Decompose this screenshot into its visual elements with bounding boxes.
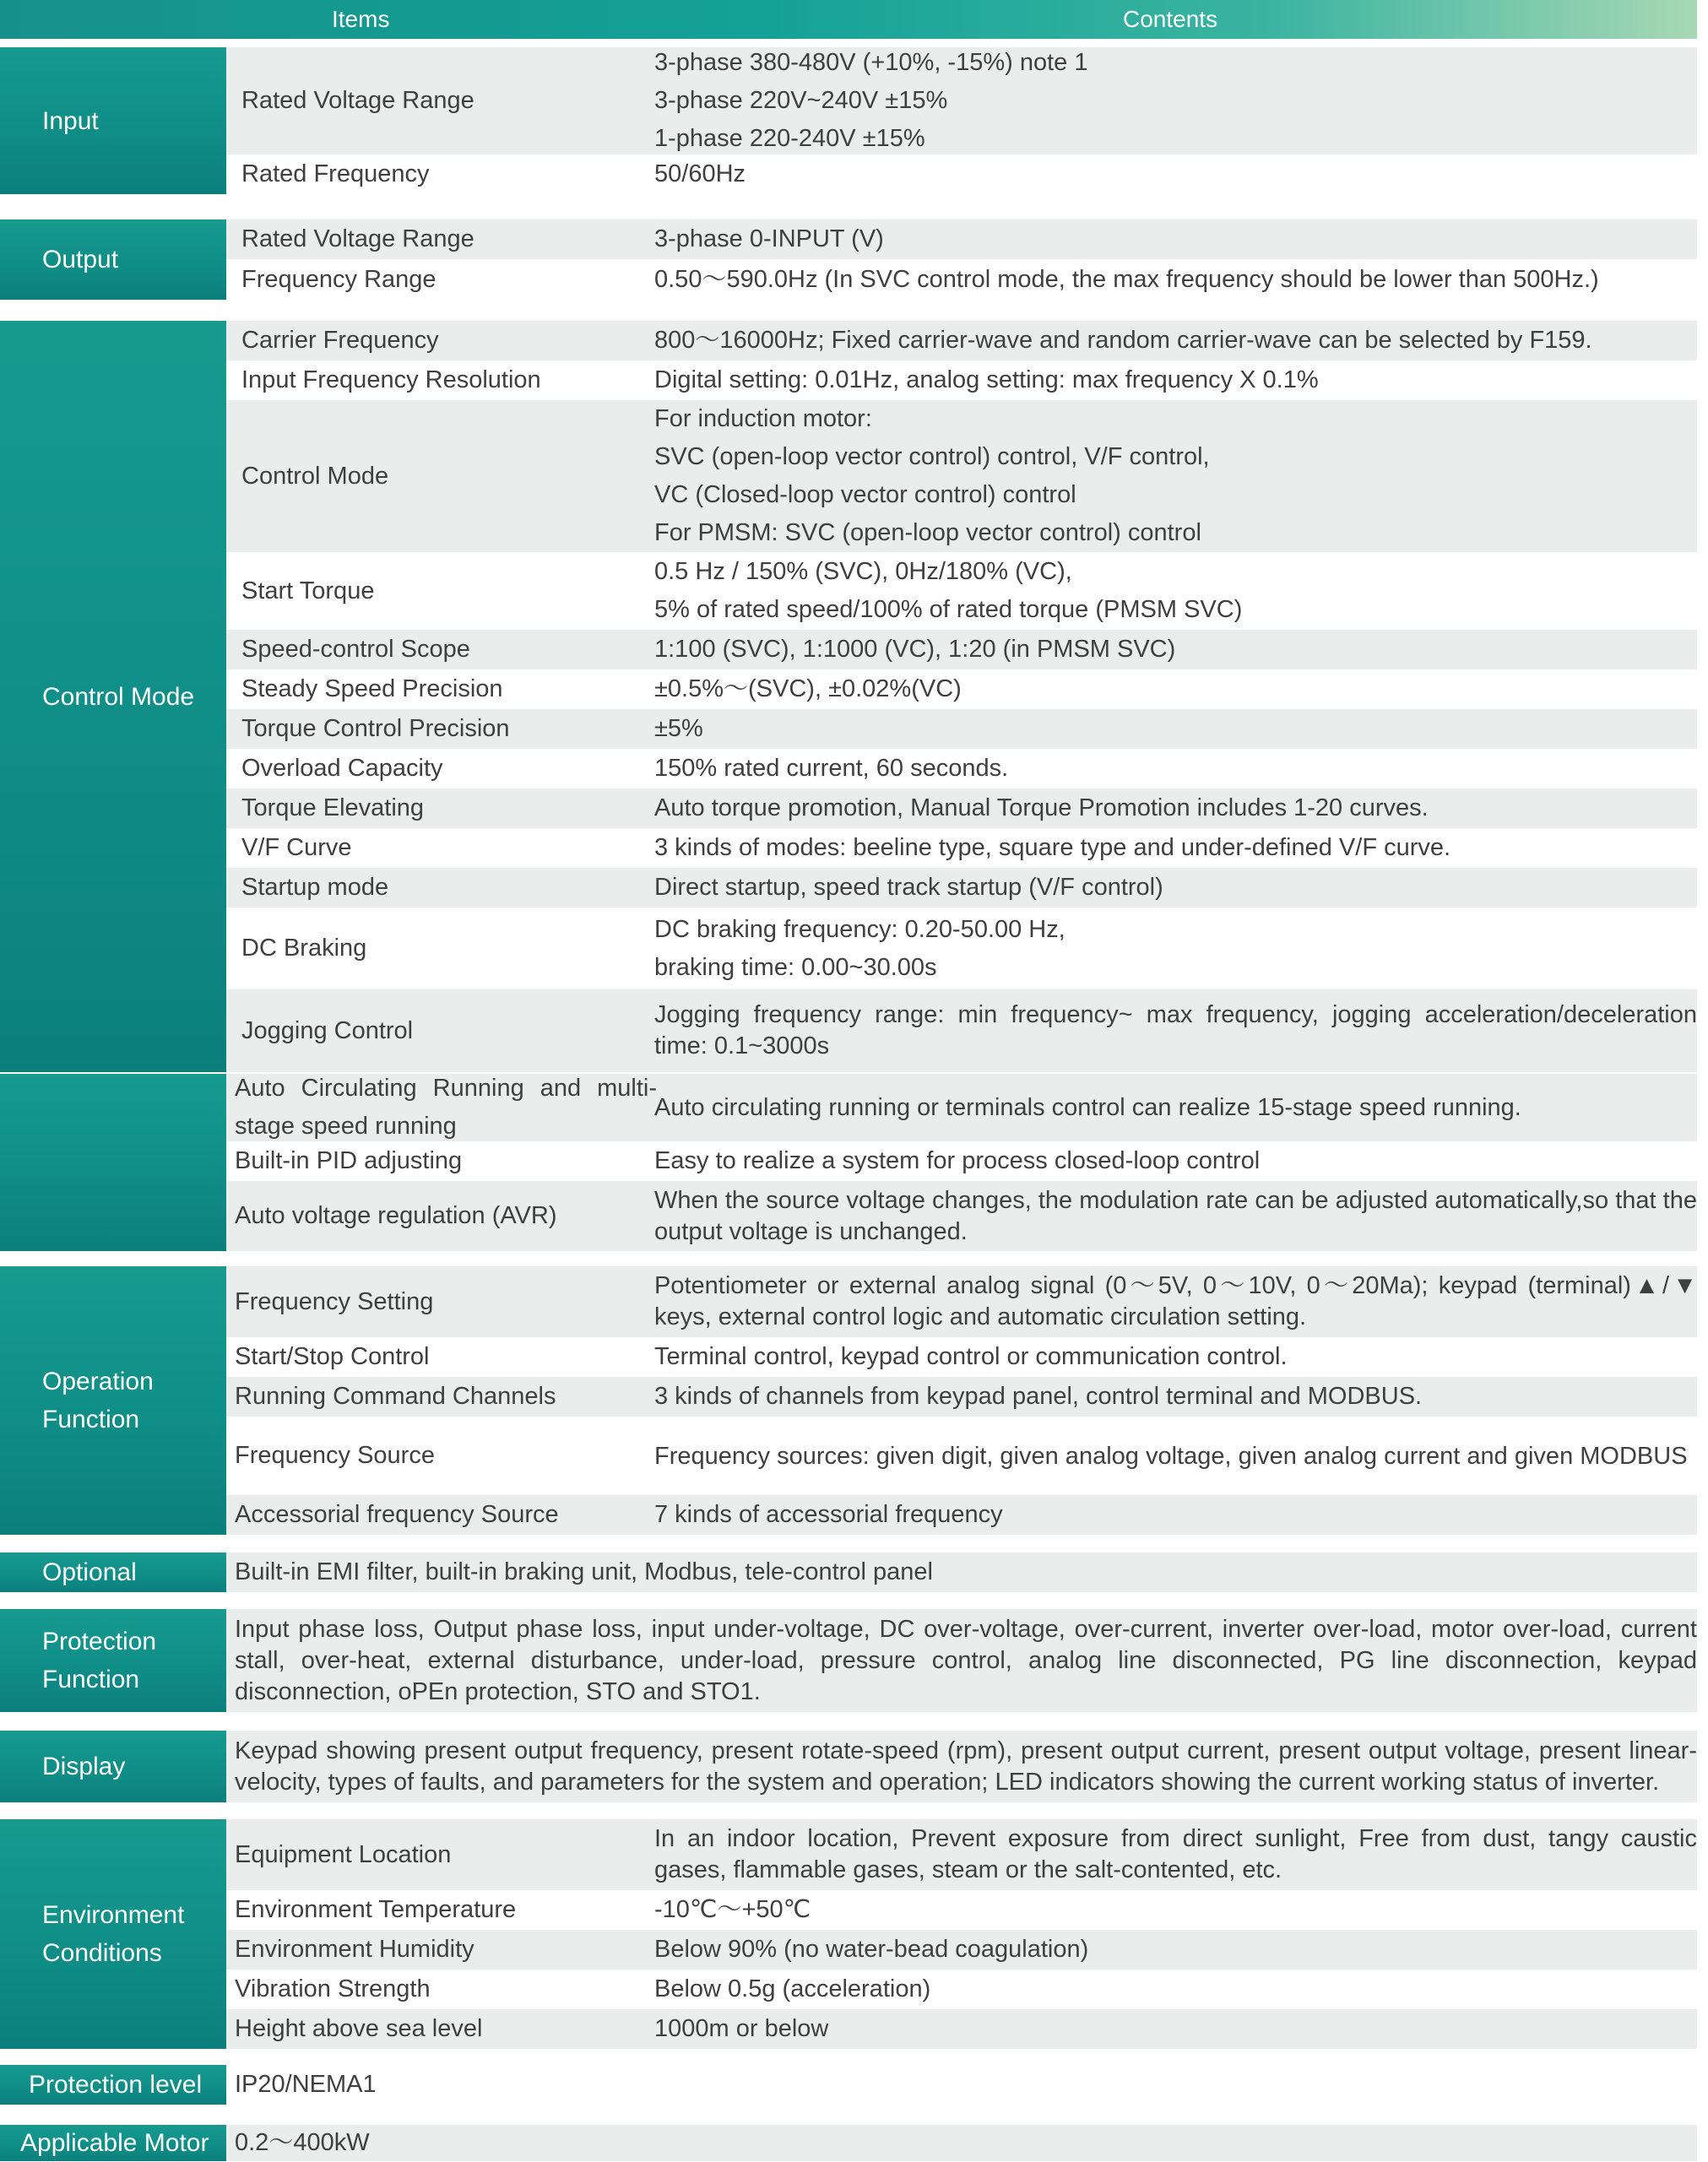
item-content: Auto circulating running or terminals control can realize 15-stage speed running. bbox=[654, 1093, 1521, 1121]
item-name: Auto Circulating Running and multi-stage speed running bbox=[235, 1075, 657, 1140]
item-name: V/F Curve bbox=[241, 834, 352, 861]
section-environment-conditions bbox=[0, 1819, 1697, 2049]
item-content: 1000m or below bbox=[654, 2015, 829, 2042]
section-protection-level bbox=[0, 2065, 1697, 2105]
item-content: 3 kinds of channels from keypad panel, control terminal and MODBUS. bbox=[654, 1383, 1423, 1410]
section-label-operation: Operation Function bbox=[0, 1266, 226, 1535]
item-content: Easy to realize a system for process closed-loop control bbox=[654, 1147, 1261, 1174]
section-control-extra bbox=[0, 1074, 1697, 1251]
item-content: Auto torque promotion, Manual Torque Promotion includes 1-20 curves. bbox=[654, 794, 1429, 821]
table-row bbox=[226, 868, 1697, 908]
item-content: Built-in EMI filter, built-in braking unit, Modbus, tele-control panel bbox=[235, 1558, 933, 1585]
item-content: 800～16000Hz; Fixed carrier-wave and random carrier-wave can be selected by F159. bbox=[654, 327, 1592, 354]
item-content: Direct startup, speed track startup (V/F control) bbox=[654, 874, 1163, 901]
section-protection-function bbox=[0, 1609, 1697, 1712]
section-operation-function bbox=[0, 1266, 1697, 1535]
item-content: Below 90% (no water-bead coagulation) bbox=[654, 1936, 1089, 1963]
section-label-applicable-motor: Applicable Motor bbox=[0, 2125, 226, 2161]
item-content: 150% rated current, 60 seconds. bbox=[654, 755, 1009, 782]
item-content: Frequency sources: given digit, given analog voltage, given analog current and given MODBUS bbox=[654, 1442, 1688, 1470]
table-row bbox=[226, 321, 1697, 360]
table-row bbox=[226, 1930, 1697, 1970]
table-row bbox=[226, 400, 1697, 552]
items-column-header: Items bbox=[332, 6, 390, 32]
item-name: Control Mode bbox=[241, 462, 389, 490]
table-row bbox=[226, 1266, 1697, 1337]
section-label-optional: Optional bbox=[0, 1552, 226, 1592]
table-row bbox=[226, 1377, 1697, 1417]
item-content: Potentiometer or external analog signal (0～5V, 0～10V, 0～20Ma); keypad (terminal)▲/▼ keys, external control logic and automatic circulation setting. bbox=[654, 1272, 1697, 1330]
item-name: Speed-control Scope bbox=[241, 636, 470, 663]
item-name: Equipment Location bbox=[235, 1840, 452, 1868]
table-row bbox=[226, 989, 1697, 1072]
item-content: 3-phase 380-480V (+10%, -15%) note 1 3-phase 220V~240V ±15% 1-phase 220-240V ±15% bbox=[654, 49, 1088, 152]
section-applicable-motor bbox=[0, 2125, 1697, 2161]
table-row bbox=[226, 1819, 1697, 1890]
item-content: IP20/NEMA1 bbox=[235, 2071, 377, 2098]
item-content: Terminal control, keypad control or communication control. bbox=[654, 1343, 1288, 1370]
table-row bbox=[226, 1731, 1697, 1802]
table-row bbox=[226, 1417, 1697, 1495]
item-name: Rated Frequency bbox=[241, 160, 430, 187]
table-row bbox=[226, 2065, 1697, 2105]
item-name: Rated Voltage Range bbox=[241, 87, 474, 114]
table-row bbox=[226, 1495, 1697, 1535]
section-label-display: Display bbox=[0, 1731, 226, 1802]
item-content: ±5% bbox=[654, 715, 703, 742]
item-content: When the source voltage changes, the modulation rate can be adjusted automatically,so that the output voltage is unchanged. bbox=[654, 1186, 1697, 1245]
table-row bbox=[226, 154, 1697, 194]
item-content: 3-phase 0-INPUT (V) bbox=[654, 225, 884, 252]
table-row bbox=[226, 828, 1697, 868]
section-output bbox=[0, 219, 1697, 300]
table-row bbox=[226, 1970, 1697, 2009]
table-row bbox=[226, 1552, 1697, 1592]
table-row bbox=[226, 669, 1697, 709]
item-content: Below 0.5g (acceleration) bbox=[654, 1975, 931, 2002]
table-row bbox=[226, 552, 1697, 630]
section-optional bbox=[0, 1552, 1697, 1592]
table-row bbox=[226, 788, 1697, 828]
item-content: 0.2～400kW bbox=[235, 2129, 370, 2156]
item-name: Frequency Source bbox=[235, 1442, 435, 1469]
item-content: 1:100 (SVC), 1:1000 (VC), 1:20 (in PMSM SVC) bbox=[654, 636, 1176, 663]
item-name: Environment Humidity bbox=[235, 1936, 474, 1963]
table-header bbox=[0, 0, 1697, 39]
table-row bbox=[226, 47, 1697, 154]
section-control-mode bbox=[0, 321, 1697, 1072]
section-input bbox=[0, 47, 1697, 194]
section-display bbox=[0, 1731, 1697, 1802]
item-name: Environment Temperature bbox=[235, 1896, 517, 1923]
table-row bbox=[226, 259, 1697, 300]
item-name: Start Torque bbox=[241, 577, 375, 604]
item-name: Rated Voltage Range bbox=[241, 225, 474, 252]
item-name: Built-in PID adjusting bbox=[235, 1147, 463, 1174]
section-label-control-mode: Control Mode bbox=[0, 321, 226, 1072]
table-row bbox=[226, 1141, 1697, 1181]
item-content: Input phase loss, Output phase loss, input under-voltage, DC over-voltage, over-current, inverter over-load, motor over-load, current stall, over-heat, external disturbance, under-load, pressure control, analog line disconnected, PG line disconnection, keypad disconnection, oPEn protection, STO and STO1. bbox=[235, 1615, 1697, 1705]
item-name: Accessorial frequency Source bbox=[235, 1501, 559, 1528]
item-content: Digital setting: 0.01Hz, analog setting: max frequency X 0.1% bbox=[654, 366, 1319, 393]
item-content: In an indoor location, Prevent exposure from direct sunlight, Free from dust, tangy caustic gases, flammable gases, steam or the salt-contented, etc. bbox=[654, 1825, 1697, 1883]
item-content: 0.50～590.0Hz (In SVC control mode, the max frequency should be lower than 500Hz.) bbox=[654, 265, 1599, 293]
section-label-input: Input bbox=[0, 47, 226, 194]
item-name: Running Command Channels bbox=[235, 1383, 556, 1410]
item-content: 7 kinds of accessorial frequency bbox=[654, 1501, 1003, 1528]
item-content: 0.5 Hz / 150% (SVC), 0Hz/180% (VC), 5% of rated speed/100% of rated torque (PMSM SVC) bbox=[654, 558, 1243, 623]
item-name: Frequency Setting bbox=[235, 1287, 434, 1315]
table-row bbox=[226, 2125, 1697, 2161]
table-row bbox=[226, 2009, 1697, 2049]
contents-column-header: Contents bbox=[1123, 6, 1218, 32]
item-content: Keypad showing present output frequency, present rotate-speed (rpm), present output current, present output voltage, present linear-velocity, types of faults, and parameters for the system and operation; LED indicators showing the current working status of inverter. bbox=[235, 1737, 1697, 1796]
table-row bbox=[226, 749, 1697, 788]
item-name: Torque Control Precision bbox=[241, 715, 510, 742]
item-name: Auto voltage regulation (AVR) bbox=[235, 1202, 557, 1229]
item-content: DC braking frequency: 0.20-50.00 Hz, braking time: 0.00~30.00s bbox=[654, 915, 1065, 981]
table-row bbox=[226, 219, 1697, 259]
table-row bbox=[226, 1074, 1697, 1141]
table-row bbox=[226, 709, 1697, 749]
section-label-output: Output bbox=[0, 219, 226, 300]
item-content: ±0.5%～(SVC), ±0.02%(VC) bbox=[654, 675, 962, 702]
table-row bbox=[226, 908, 1697, 989]
table-row bbox=[226, 1609, 1697, 1712]
item-name: Torque Elevating bbox=[241, 794, 425, 821]
item-name: Frequency Range bbox=[241, 265, 436, 293]
item-name: Overload Capacity bbox=[241, 755, 443, 782]
item-name: Height above sea level bbox=[235, 2015, 483, 2042]
table-row bbox=[226, 1890, 1697, 1930]
section-label-environment: Environment Conditions bbox=[0, 1819, 226, 2049]
item-content: For induction motor: SVC (open-loop vector control) control, V/F control, VC (Closed-loop vector control) control For PMSM: SVC (open-loop vector control) control bbox=[654, 405, 1210, 546]
item-name: DC Braking bbox=[241, 935, 367, 962]
item-name: Start/Stop Control bbox=[235, 1343, 430, 1370]
item-content: 50/60Hz bbox=[654, 160, 746, 187]
section-label-protection: Protection Function bbox=[0, 1609, 226, 1712]
section-label-protection-level: Protection level bbox=[0, 2065, 226, 2105]
item-content: 3 kinds of modes: beeline type, square type and under-defined V/F curve. bbox=[654, 834, 1451, 861]
item-name: Vibration Strength bbox=[235, 1975, 431, 2002]
section-label-control-extra bbox=[0, 1074, 226, 1251]
item-name: Steady Speed Precision bbox=[241, 675, 503, 702]
table-row bbox=[226, 360, 1697, 400]
table-row bbox=[226, 1337, 1697, 1377]
item-content: -10℃～+50℃ bbox=[654, 1896, 811, 1923]
table-row bbox=[226, 1181, 1697, 1251]
table-row bbox=[226, 630, 1697, 669]
item-name: Jogging Control bbox=[241, 1016, 414, 1044]
item-content: Jogging frequency range: min frequency~ max frequency, jogging acceleration/deceleration time: 0.1~3000s bbox=[654, 1001, 1697, 1059]
item-name: Carrier Frequency bbox=[241, 327, 439, 354]
item-name: Input Frequency Resolution bbox=[241, 366, 541, 393]
item-name: Startup mode bbox=[241, 874, 389, 901]
